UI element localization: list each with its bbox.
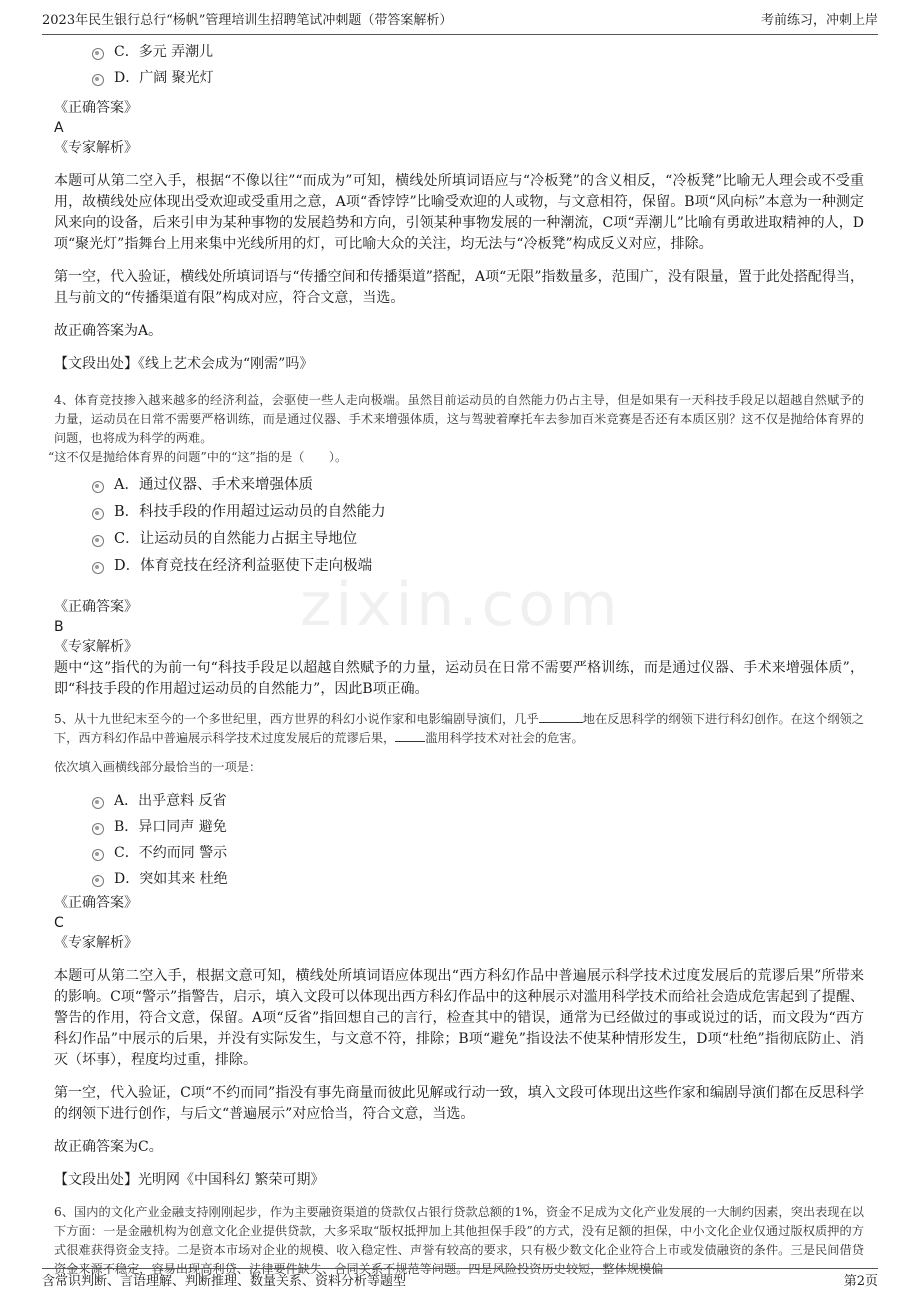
analysis-label: 《专家解析》 <box>54 639 138 655</box>
header-slogan: 考前练习，冲刺上岸 <box>760 13 878 28</box>
analysis-conclusion: 故正确答案为A。 <box>54 323 163 339</box>
option-letter: A． <box>114 793 139 809</box>
option-letter: C． <box>114 531 140 547</box>
footer-topics: 含常识判断、言语理解、判断推理、数量关系、资料分析等题型 <box>42 1274 407 1289</box>
radio-icon[interactable] <box>92 562 104 574</box>
stem-part: 滥用科学技术对社会的危害。 <box>425 731 584 745</box>
option-letter: C． <box>114 44 139 60</box>
option-letter: A． <box>114 477 139 493</box>
answer-label: 《正确答案》 <box>54 895 138 911</box>
q4-option-a[interactable] <box>92 473 864 500</box>
option-text: 异口同声 避免 <box>138 819 227 835</box>
option-letter: C． <box>114 845 139 861</box>
watermark: zixin.com <box>300 570 622 640</box>
analysis-paragraph: 第一空，代入验证，C项“不约而同”指没有事先商量而彼此见解或行动一致，填入文段可体现出这些作家和编剧导演们都在反思科学的纲领下进行创作，与后文“普遍展示”对应恰当，符合文意，当选。 <box>54 1085 864 1122</box>
page-header <box>42 10 878 35</box>
q5-option-d[interactable] <box>92 867 864 893</box>
analysis-paragraph: 本题可从第二空入手，根据“不像以往”“而成为”可知，横线处所填词语应与“冷板凳”的含义相反，“冷板凳”比喻无人理会或不受重用，故横线处应体现出受欢迎或受重用之意，A项“香饽饽”比喻受欢迎的人或物，与文意相符，保留。B项“风向标”本意为一种测定风来向的设备，后来引申为某种事物的发展趋势和方向，引领某种事物发展的一种潮流，C项“弄潮儿”比喻有勇敢进取精神的人，D项“聚光灯”指舞台上用来集中光线所用的灯，可比喻大众的关注，均无法与“冷板凳”构成反义对应，排除。 <box>54 173 864 252</box>
radio-icon[interactable] <box>92 508 104 520</box>
source-citation: 【文段出处】《线上艺术会成为“刚需”吗》 <box>54 356 314 372</box>
analysis-paragraph: 题中“这”指代的为前一句“科技手段足以超越自然赋予的力量，运动员在日常不需要严格训练，而是通过仪器、手术来增强体质”，即“科技手段的作用超过运动员的自然能力”，因此B项正确。 <box>54 660 864 697</box>
radio-icon[interactable] <box>92 797 104 809</box>
option-letter: D． <box>114 558 141 574</box>
answer-value: C <box>54 915 64 931</box>
answer-label: 《正确答案》 <box>54 599 138 615</box>
fill-blank <box>539 710 583 723</box>
option-letter: D． <box>114 871 140 887</box>
radio-icon[interactable] <box>92 48 104 60</box>
option-text: 通过仪器、手术来增强体质 <box>138 477 313 493</box>
answer-label: 《正确答案》 <box>54 100 138 116</box>
option-letter: D． <box>114 70 140 86</box>
question-stem: 6、国内的文化产业金融支持刚刚起步，作为主要融资渠道的贷款仅占银行贷款总额的1%，资金不足成为文化产业发展的一大制约因素，突出表现在以下方面：一是金融机构为创意文化企业提供贷款，大多采取“版权抵押加上其他担保手段”的方式，没有足额的担保，中小文化企业仅通过版权质押的方式很难获得资金支持。二是资本市场对企业的规模、收入稳定性、声誉有较高的要求，只有极少数文化企业符合上市或发债融资的条件。三是民间借贷资金来源不稳定，容易出现高利贷、法律要件缺失、合同关系不规范等问题。四是风险投资历史较短，整体规模偏 <box>54 1205 864 1276</box>
q4-option-c[interactable] <box>92 527 864 554</box>
q4-option-d[interactable] <box>92 554 864 581</box>
analysis-label: 《专家解析》 <box>54 935 138 951</box>
q4-option-b[interactable] <box>92 500 864 527</box>
q3-option-c[interactable] <box>92 40 864 66</box>
radio-icon[interactable] <box>92 535 104 547</box>
q3-option-d[interactable] <box>92 66 864 92</box>
radio-icon[interactable] <box>92 849 104 861</box>
option-text: 出乎意料 反省 <box>138 793 227 809</box>
radio-icon[interactable] <box>92 74 104 86</box>
answer-value: B <box>54 619 64 635</box>
option-text: 突如其来 杜绝 <box>139 871 228 887</box>
option-text: 不约而同 警示 <box>138 845 228 861</box>
page-number: 第2页 <box>843 1274 878 1289</box>
analysis-label: 《专家解析》 <box>54 140 138 156</box>
question-stem: 4、体育竞技掺入越来越多的经济利益，会驱使一些人走向极端。虽然目前运动员的自然能力仍占主导，但是如果有一天科技手段足以超越自然赋予的力量，运动员在日常不需要严格训练，而是通过仪器、手术来增强体质，这与驾驶着摩托车去参加百米竞赛是否还有本质区别？这不仅是抛给体育界的问题，也将成为科学的两难。 <box>54 393 864 445</box>
option-text: 科技手段的作用超过运动员的自然能力 <box>139 504 386 520</box>
question-prompt: 依次填入画横线部分最恰当的一项是： <box>54 760 262 774</box>
analysis-paragraph: 第一空，代入验证，横线处所填词语与“传播空间和传播渠道”搭配，A项“无限”指数量多，范围广，没有限量，置于此处搭配得当，且与前文的“传播渠道有限”构成对应，符合文意，当选。 <box>54 269 864 306</box>
option-text: 多元 弄潮儿 <box>138 44 214 60</box>
option-text: 广阔 聚光灯 <box>139 70 214 86</box>
answer-value: A <box>54 120 64 136</box>
radio-icon[interactable] <box>92 481 104 493</box>
option-letter: B． <box>114 504 140 520</box>
q5-option-a[interactable] <box>92 789 864 815</box>
q5-option-b[interactable] <box>92 815 864 841</box>
option-text: 体育竞技在经济利益驱使下走向极端 <box>140 558 373 574</box>
page-content <box>48 40 864 1279</box>
page-footer <box>42 1268 878 1293</box>
question-prompt: “这不仅是抛给体育界的问题”中的“这”指的是（ ）。 <box>48 450 348 464</box>
source-citation: 【文段出处】光明网《中国科幻 繁荣可期》 <box>54 1172 325 1188</box>
option-letter: B． <box>114 819 139 835</box>
radio-icon[interactable] <box>92 875 104 887</box>
stem-part: 地在反思科学的纲领下进行科幻创作。在这个纲领之下，西方科幻作品中普遍展示科学技术过度发展后的荒谬后果， <box>54 712 864 745</box>
q5-option-c[interactable] <box>92 841 864 867</box>
fill-blank <box>395 729 425 742</box>
question-stem <box>54 710 864 748</box>
analysis-paragraph: 本题可从第二空入手，根据文意可知，横线处所填词语应体现出“西方科幻作品中普遍展示科学技术过度发展后的荒谬后果”所带来的影响。C项“警示”指警告，启示，填入文段可以体现出西方科幻作品中的这种展示对滥用科学技术而给社会造成危害起到了提醒、警告的作用，符合文意，保留。A项“反省”指回想自己的言行，检查其中的错误，通常为已经做过的事或说过的话，而文段为“西方科幻作品”中展示的后果，并没有实际发生，与文意不符，排除；B项“避免”指设法不使某种情形发生，D项“杜绝”指彻底防止、消灭（坏事），程度均过重，排除。 <box>54 968 864 1068</box>
option-text: 让运动员的自然能力占据主导地位 <box>139 531 358 547</box>
stem-part: 5、从十九世纪末至今的一个多世纪里，西方世界的科幻小说作家和电影编剧导演们，几乎 <box>54 712 539 726</box>
analysis-conclusion: 故正确答案为C。 <box>54 1139 163 1155</box>
radio-icon[interactable] <box>92 823 104 835</box>
document-title: 2023年民生银行总行“杨帆”管理培训生招聘笔试冲刺题（带答案解析） <box>42 13 453 28</box>
